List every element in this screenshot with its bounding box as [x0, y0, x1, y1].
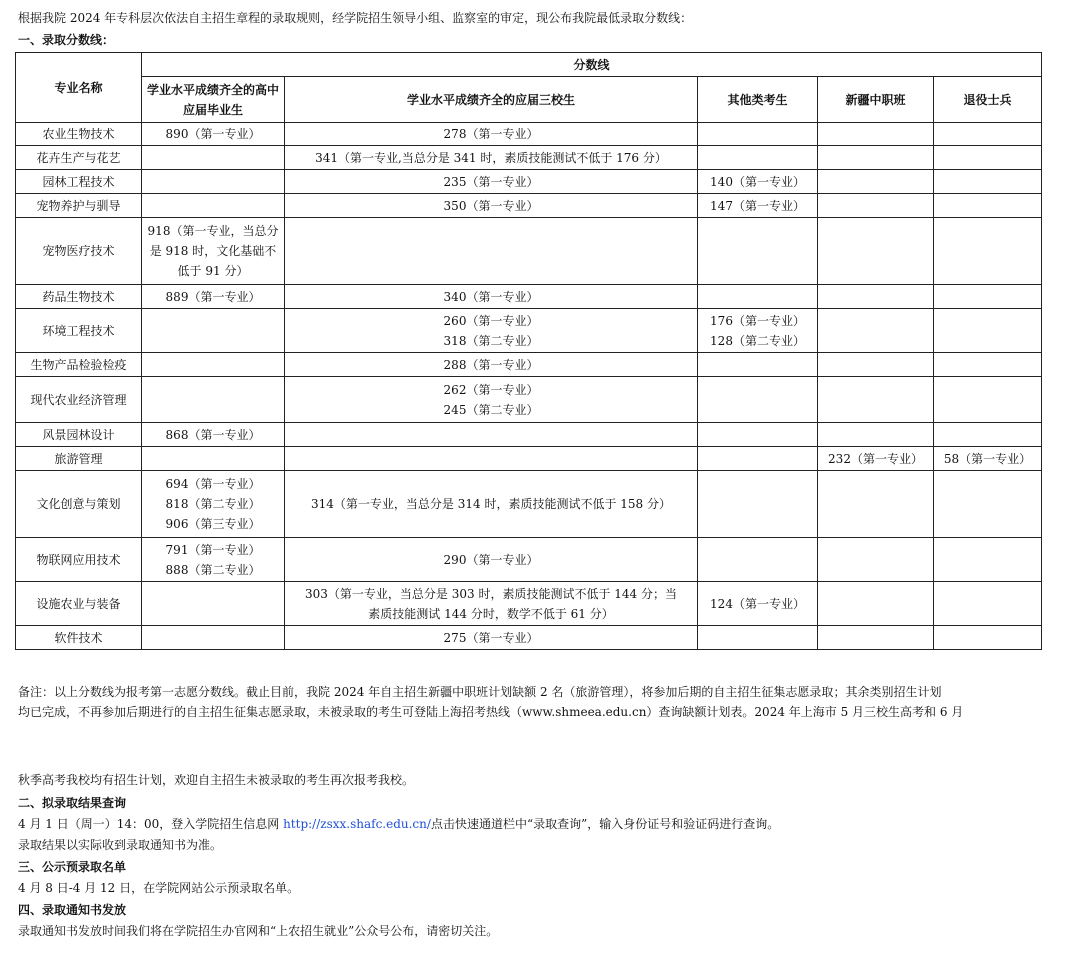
score-cell-c3: [698, 582, 818, 626]
score-cell-c5: [934, 582, 1042, 626]
table-row: [16, 423, 1042, 447]
score-cell-c1: [142, 538, 285, 582]
admission-site-link[interactable]: http://zsxx.shafc.edu.cn/: [283, 817, 431, 831]
score-line: 147（第一专业）: [710, 198, 805, 213]
admission-query-text: [18, 816, 779, 832]
score-cell-c5: [934, 123, 1042, 146]
score-cell-c3: [698, 218, 818, 285]
remarks-line-3: 秋季高考我校均有招生计划，欢迎自主招生未被录取的考生再次报考我校。: [18, 773, 415, 787]
score-line: 260（第一专业）: [443, 313, 539, 328]
header-xinjiang-class: 新疆中职班: [818, 77, 934, 123]
header-score-line: 分数线: [142, 53, 1042, 77]
table-row: [16, 123, 1042, 146]
score-line: 128（第二专业）: [710, 333, 805, 348]
major-name: 宠物医疗技术: [16, 218, 142, 285]
header-major: 专业名称: [16, 53, 142, 123]
score-line: 278（第一专业）: [443, 127, 539, 141]
major-name: 农业生物技术: [16, 123, 142, 146]
score-cell-c2: [285, 194, 698, 218]
table-row: [16, 353, 1042, 377]
major-name: 物联网应用技术: [16, 538, 142, 582]
score-cell-c3: [698, 538, 818, 582]
score-cell-c1: [142, 471, 285, 538]
score-cell-c4: [818, 146, 934, 170]
score-cell-c2: [285, 146, 698, 170]
section-1-title: 一、录取分数线：: [18, 33, 115, 47]
score-cell-c1: [142, 582, 285, 626]
score-cell-c5: [934, 423, 1042, 447]
major-name: 设施农业与装备: [16, 582, 142, 626]
score-cell-c2: [285, 423, 698, 447]
table-row: [16, 538, 1042, 582]
remarks-line-1: 备注：以上分数线为报考第一志愿分数线。截止目前，我院 2024 年自主招生新疆中职班计划缺额 2 名（旅游管理），将参加后期的自主招生征集志愿录取；其余类别招生计划: [18, 685, 942, 699]
table-row: [16, 582, 1042, 626]
score-cell-c4: [818, 471, 934, 538]
score-cell-c1: [142, 353, 285, 377]
admission-result-note: 录取结果以实际收到录取通知书为准。: [18, 838, 223, 852]
score-cell-c2: [285, 626, 698, 650]
score-cell-c3: [698, 447, 818, 471]
score-cell-c1: [142, 626, 285, 650]
score-line: 58（第一专业）: [943, 451, 1032, 466]
score-cell-c3: [698, 123, 818, 146]
major-name: 生物产品检验检疫: [16, 353, 142, 377]
score-line: 890（第一专业）: [165, 127, 261, 141]
table-row: [16, 309, 1042, 353]
score-cell-c5: [934, 218, 1042, 285]
admission-query-prefix: 4 月 1 日（周一）14：00，登入学院招生信息网: [18, 817, 284, 831]
score-cell-c4: [818, 218, 934, 285]
score-cell-c5: [934, 146, 1042, 170]
score-line: 868（第一专业）: [165, 427, 261, 442]
score-cell-c4: [818, 447, 934, 471]
table-row: [16, 447, 1042, 471]
score-cell-c5: [934, 285, 1042, 309]
score-cell-c4: [818, 377, 934, 423]
score-cell-c3: [698, 285, 818, 309]
remarks-line-2: 均已完成，不再参加后期进行的自主招生征集志愿录取，未被录取的考生可登陆上海招考热线（www.shmeea.edu.cn）查询缺额计划表。2024 年上海市 5 月三校生高考和 6 月: [18, 705, 964, 719]
score-cell-c1: [142, 309, 285, 353]
score-table-body: [16, 123, 1042, 650]
table-row: [16, 194, 1042, 218]
score-cell-c4: [818, 170, 934, 194]
score-cell-c2: [285, 377, 698, 423]
score-cell-c1: [142, 447, 285, 471]
score-line: 124（第一专业）: [710, 596, 805, 611]
score-line: 低于 91 分）: [177, 264, 249, 278]
score-line: 290（第一专业）: [443, 552, 539, 567]
score-cell-c4: [818, 309, 934, 353]
score-cell-c5: [934, 309, 1042, 353]
header-high-school-grads: 学业水平成绩齐全的高中应届毕业生: [142, 77, 285, 123]
major-name: 文化创意与策划: [16, 471, 142, 538]
publicity-text: 4 月 8 日-4 月 12 日，在学院网站公示预录取名单。: [18, 881, 300, 895]
score-cell-c2: [285, 353, 698, 377]
score-cell-c1: [142, 377, 285, 423]
score-cell-c2: [285, 582, 698, 626]
score-cell-c4: [818, 353, 934, 377]
major-name: 园林工程技术: [16, 170, 142, 194]
score-cell-c2: [285, 309, 698, 353]
major-name: 旅游管理: [16, 447, 142, 471]
score-cell-c1: [142, 123, 285, 146]
score-cell-c5: [934, 471, 1042, 538]
table-row: [16, 146, 1042, 170]
score-cell-c2: [285, 170, 698, 194]
score-cell-c4: [818, 626, 934, 650]
score-line: 245（第二专业）: [443, 402, 539, 417]
score-line: 888（第二专业）: [165, 562, 261, 577]
score-cell-c4: [818, 582, 934, 626]
score-cell-c1: [142, 170, 285, 194]
header-vocational-grads: 学业水平成绩齐全的应届三校生: [285, 77, 698, 123]
score-cell-c2: [285, 447, 698, 471]
score-cell-c1: [142, 194, 285, 218]
section-4-title: 四、录取通知书发放: [18, 903, 127, 917]
score-cell-c1: [142, 146, 285, 170]
major-name: 软件技术: [16, 626, 142, 650]
header-other-candidates: 其他类考生: [698, 77, 818, 123]
score-line: 906（第三专业）: [165, 517, 261, 531]
score-line: 140（第一专业）: [710, 174, 805, 189]
score-line: 232（第一专业）: [828, 451, 923, 466]
score-line: 是 918 时，文化基础不: [149, 244, 277, 258]
score-cell-c3: [698, 194, 818, 218]
major-name: 风景园林设计: [16, 423, 142, 447]
score-line: 288（第一专业）: [443, 357, 539, 372]
score-table: [15, 52, 1042, 650]
major-name: 药品生物技术: [16, 285, 142, 309]
score-line: 262（第一专业）: [443, 382, 539, 397]
score-line: 791（第一专业）: [165, 542, 261, 557]
score-line: 275（第一专业）: [443, 630, 539, 645]
header-veterans: 退役士兵: [934, 77, 1042, 123]
score-cell-c3: [698, 309, 818, 353]
score-cell-c5: [934, 170, 1042, 194]
score-line: 918（第一专业，当总分: [147, 224, 279, 238]
score-cell-c2: [285, 538, 698, 582]
score-cell-c1: [142, 218, 285, 285]
score-cell-c4: [818, 538, 934, 582]
score-line: 340（第一专业）: [443, 289, 539, 304]
score-line: 176（第一专业）: [710, 313, 805, 328]
score-cell-c2: [285, 123, 698, 146]
score-line: 889（第一专业）: [165, 289, 261, 304]
score-line: 341（第一专业,当总分是 341 时，素质技能测试不低于 176 分）: [315, 150, 667, 165]
score-cell-c5: [934, 377, 1042, 423]
score-line: 350（第一专业）: [443, 198, 539, 213]
score-line: 694（第一专业）: [165, 477, 261, 491]
table-row: [16, 377, 1042, 423]
major-name: 现代农业经济管理: [16, 377, 142, 423]
table-row: [16, 626, 1042, 650]
table-row: [16, 218, 1042, 285]
score-line: 素质技能测试 144 分时，数学不低于 61 分）: [368, 606, 614, 621]
score-cell-c5: [934, 538, 1042, 582]
score-cell-c3: [698, 377, 818, 423]
major-name: 宠物养护与驯导: [16, 194, 142, 218]
score-line: 235（第一专业）: [443, 174, 539, 189]
remarks: [18, 682, 1076, 722]
score-cell-c4: [818, 194, 934, 218]
score-cell-c2: [285, 471, 698, 538]
major-name: 花卉生产与花艺: [16, 146, 142, 170]
score-cell-c1: [142, 423, 285, 447]
major-name: 环境工程技术: [16, 309, 142, 353]
table-row: [16, 285, 1042, 309]
intro-text: 根据我院 2024 年专科层次依法自主招生章程的录取规则，经学院招生领导小组、监察室的审定，现公布我院最低录取分数线：: [18, 11, 693, 25]
score-line: 318（第二专业）: [443, 333, 539, 348]
score-cell-c2: [285, 218, 698, 285]
table-row: [16, 170, 1042, 194]
score-line: 818（第二专业）: [165, 497, 261, 511]
score-cell-c3: [698, 423, 818, 447]
score-cell-c3: [698, 146, 818, 170]
section-2-title: 二、拟录取结果查询: [18, 796, 127, 810]
score-cell-c5: [934, 353, 1042, 377]
notice-text: 录取通知书发放时间我们将在学院招生办官网和“上农招生就业”公众号公布，请密切关注。: [18, 924, 499, 938]
score-cell-c4: [818, 423, 934, 447]
score-cell-c3: [698, 353, 818, 377]
score-cell-c1: [142, 285, 285, 309]
score-cell-c4: [818, 123, 934, 146]
score-cell-c4: [818, 285, 934, 309]
score-line: 314（第一专业，当总分是 314 时，素质技能测试不低于 158 分）: [311, 497, 671, 511]
section-3-title: 三、公示预录取名单: [18, 860, 127, 874]
admission-query-suffix: 点击快速通道栏中“录取查询”，输入身份证号和验证码进行查询。: [430, 817, 780, 831]
score-cell-c5: [934, 626, 1042, 650]
score-cell-c3: [698, 170, 818, 194]
score-cell-c3: [698, 471, 818, 538]
score-cell-c5: [934, 194, 1042, 218]
table-row: [16, 471, 1042, 538]
score-line: 303（第一专业，当总分是 303 时，素质技能测试不低于 144 分；当: [305, 586, 677, 601]
score-cell-c5: [934, 447, 1042, 471]
score-cell-c2: [285, 285, 698, 309]
score-cell-c3: [698, 626, 818, 650]
